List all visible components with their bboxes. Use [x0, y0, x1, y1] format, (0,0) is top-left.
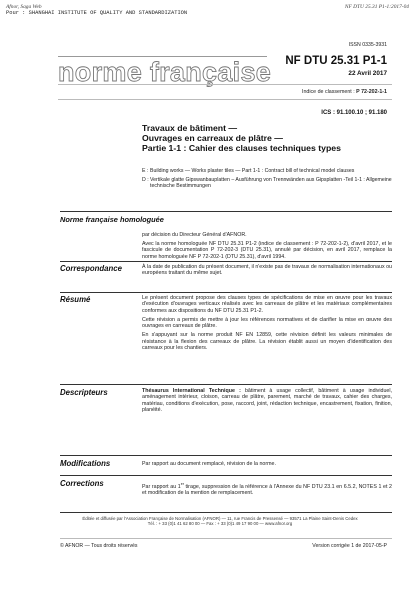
descripteurs-body: [142, 388, 392, 414]
publisher-contact: Tél. : + 33 (0)1 41 62 80 00 — Fax : + 33 (0)1 49 17 90 00 — www.afnor.org: [147, 521, 293, 527]
homologation-heading: Norme française homologuée: [60, 215, 164, 224]
german-title: [142, 177, 392, 190]
divider: [58, 84, 392, 85]
publisher-info: [60, 516, 380, 527]
issn: ISSN 0335-3931: [348, 42, 387, 48]
descripteurs-text: bâtiment à usage collectif, bâtiment à usage individuel, aménagement intérieur, cloison, carreau de plâtre, parement, marché de travaux, cahier des charges, matériau, conditions d'exécution, pose, raccord, joint, rédaction technique, encastrement, fixation, finition, planéité.: [142, 388, 392, 414]
language-title-text: Vertikale glatte Gipswanbauplatten – Ausführung von Trennwänden aus Gipsplatten -Teil 1-1 : Allgemeine technische Bestimmungen: [150, 176, 392, 190]
classement-value: P 72-202-1-1: [356, 89, 387, 95]
norme-francaise-logo: norme française: [58, 57, 272, 87]
other-language-titles: [142, 168, 392, 192]
divider: [60, 211, 392, 212]
document-title: [142, 124, 392, 153]
english-title: [142, 168, 392, 174]
corrections-heading: Corrections: [60, 479, 104, 488]
version: Version corrigée 1 de 2017-05-P: [312, 543, 387, 549]
divider: [60, 292, 392, 293]
correspondance-heading: Correspondance: [60, 264, 122, 273]
divider: [60, 538, 392, 539]
publisher-address: Éditée et diffusée par l'Association Française de Normalisation (AFNOR) — 11, rue Francis de Pressensé — 93571 La Plaine Saint-Denis Cedex: [82, 516, 358, 521]
resume-paragraph: Le présent document propose des clauses types de spécifications de mise en œuvre pour les travaux d'exécution d'ouvrages verticaux réalisés avec les carreaux de plâtre et les matériaux complémentaires conformes aux dispositions du NF DTU 25.31 P1-2.: [142, 295, 392, 314]
title-line: Travaux de bâtiment —: [142, 123, 238, 133]
homologation-body: [142, 232, 392, 263]
title-line: Ouvrages en carreaux de plâtre —: [142, 132, 283, 143]
resume-body: [142, 295, 392, 354]
standard-date: 22 Avril 2017: [348, 70, 387, 77]
reference-line: NF DTU 25.31 P1-1:2017-04: [344, 4, 409, 10]
ics-codes: ICS : 91.100.10 ; 91.180: [321, 110, 387, 116]
divider: [60, 475, 392, 476]
standard-code: NF DTU 25.31 P1-1: [285, 55, 387, 67]
copyright: © AFNOR — Tous droits réservés: [60, 543, 138, 549]
homologation-replacement: Avec la norme homologuée NF DTU 25.31 P1-2 (indice de classement : P 72-202-1-2), d'avril 2017, et le fascicule de documentation P 72-202-3 (DTU 25.31), annulé par décision, en avril 2017, remplace la norme homologuée NF P 72-202-1 (DTU 25.31), d'avril 1994.: [142, 241, 392, 260]
modifications-heading: Modifications: [60, 459, 111, 468]
homologation-decision: par décision du Directeur Général d'AFNOR.: [142, 232, 247, 238]
thesaurus-label: Thésaurus International Technique :: [142, 388, 241, 394]
divider: [60, 512, 392, 513]
divider: [60, 384, 392, 385]
language-code: E :: [142, 168, 149, 174]
modifications-text: Par rapport au document remplacé, révision de la norme.: [142, 461, 276, 467]
divider: [58, 99, 392, 100]
resume-heading: Résumé: [60, 295, 91, 304]
download-header: [6, 4, 187, 16]
corrections-text: Par rapport au 1er tirage, suppression de la référence à l'Annexe du NF DTU 23.1 en 6.5.2, NOTES 1 et 2 et modification de la mention de remplacement.: [142, 482, 393, 497]
classement-label: Indice de classement :: [301, 89, 355, 95]
afnor-source-line: Afnor, Saga Web: [6, 4, 42, 10]
classement: [302, 89, 387, 95]
resume-paragraph: Cette révision a permis de mettre à jour les références normatives et de clarifier la mise en œuvre des ouvrages en carreaux de plâtre.: [142, 316, 392, 330]
language-code: D :: [142, 176, 149, 183]
divider: [60, 455, 392, 456]
title-line: Partie 1-1 : Cahier des clauses techniques types: [142, 142, 341, 153]
correspondance-text: À la date de publication du présent document, il n'existe pas de travaux de normalisation internationaux ou européens traitant du même sujet.: [142, 264, 392, 277]
descripteurs-heading: Descripteurs: [60, 388, 108, 397]
divider: [60, 261, 392, 262]
resume-paragraph: En s'appuyant sur la norme produit NF EN 12859, cette révision définit les valeurs minimales de résistance à la flexion des carreaux de plâtre. La révision établit aussi un moyen d'identification des carreaux pour les chantiers.: [142, 332, 392, 352]
language-title-text: Building works — Works plaster tiles — Part 1-1 : Contract bill of technical model clauses: [150, 168, 355, 174]
pour-line: Pour : SHANGHAI INSTITUTE OF QUALITY AND STANDARDIZATION: [6, 10, 188, 17]
